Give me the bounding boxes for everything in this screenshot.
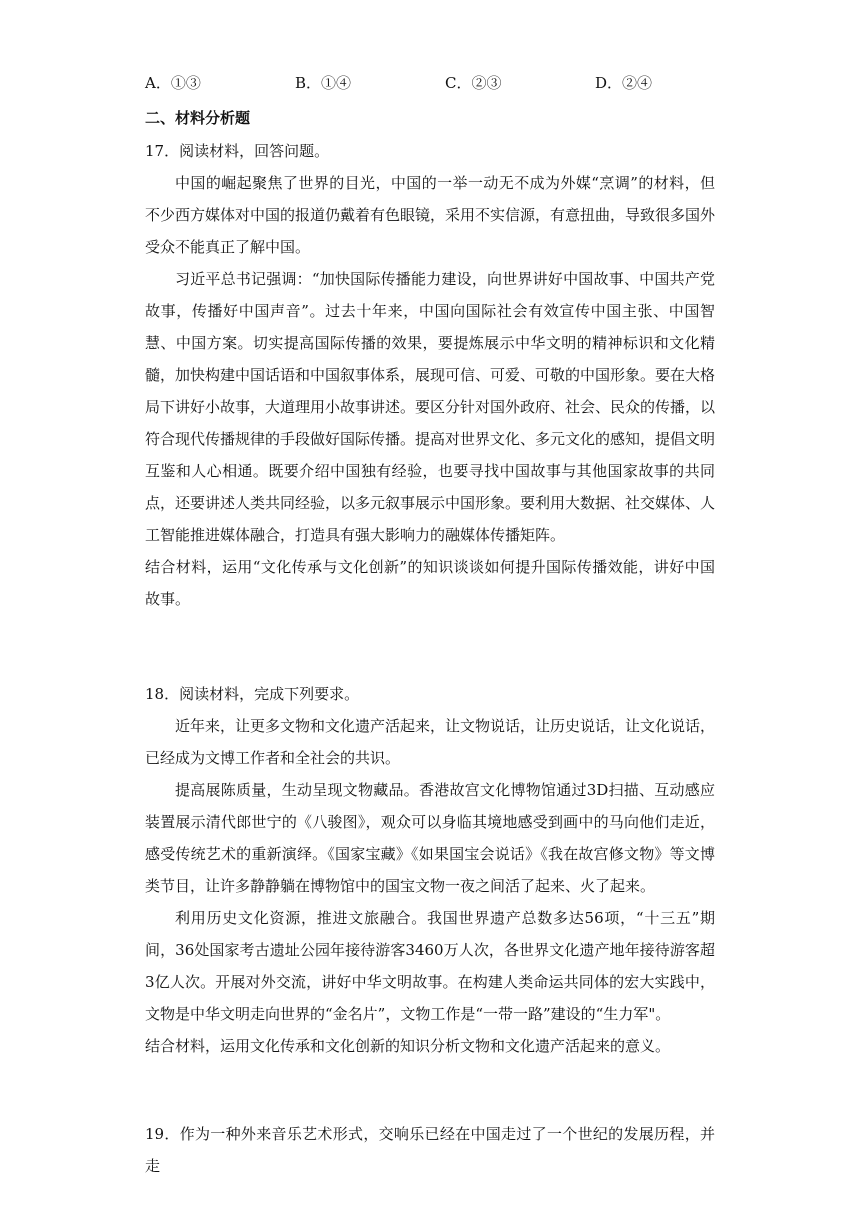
- question-17-task: 结合材料，运用“文化传承与文化创新”的知识谈谈如何提升国际传播效能，讲好中国故事。: [145, 558, 715, 608]
- question-19: [145, 1118, 715, 1182]
- option-a: A．①③: [145, 74, 201, 92]
- question-17-stem: 17．阅读材料，回答问题。: [145, 142, 330, 160]
- question-18-stem: 18．阅读材料，完成下列要求。: [145, 685, 360, 703]
- option-c: C．②③: [445, 74, 502, 92]
- question-19-stem: 19．作为一种外来音乐艺术形式，交响乐已经在中国走过了一个世纪的发展历程，并走: [145, 1125, 715, 1175]
- answer-options: [145, 70, 715, 96]
- question-18-material-1: 近年来，让更多文物和文化遗产活起来，让文物说话，让历史说话，让文化说话，已经成为文博工作者和全社会的共识。: [145, 717, 716, 767]
- question-18-material-3: 利用历史文化资源，推进文旅融合。我国世界遗产总数多达56项，“十三五”期间，36处国家考古遗址公园年接待游客3460万人次，各世界文化遗产地年接待游客超3亿人次。开展对外交流，讲好中华文明故事。在构建人类命运共同体的宏大实践中，文物是中华文明走向世界的“金名片”，文物工作是“一带一路”建设的“生力军"。: [145, 909, 715, 1023]
- question-18-task: 结合材料，运用文化传承和文化创新的知识分析文物和文化遗产活起来的意义。: [145, 1037, 671, 1055]
- question-17-material-1: 中国的崛起聚焦了世界的目光，中国的一举一动无不成为外媒“烹调”的材料，但不少西方媒体对中国的报道仍戴着有色眼镜，采用不实信源，有意扭曲，导致很多国外受众不能真正了解中国。: [145, 174, 716, 256]
- question-18: [145, 678, 715, 1062]
- question-17: [145, 135, 715, 615]
- question-17-material-2: 习近平总书记强调：“加快国际传播能力建设，向世界讲好中国故事、中国共产党故事，传播好中国声音”。过去十年来，中国向国际社会有效宣传中国主张、中国智慧、中国方案。切实提高国际传播的效果，要提炼展示中华文明的精神标识和文化精髓，加快构建中国话语和中国叙事体系，展现可信、可爱、可敬的中国形象。要在大格局下讲好小故事，大道理用小故事讲述。要区分针对国外政府、社会、民众的传播，以符合现代传播规律的手段做好国际传播。提高对世界文化、多元文化的感知，提倡文明互鉴和人心相通。既要介绍中国独有经验，也要寻找中国故事与其他国家故事的共同点，还要讲述人类共同经验，以多元叙事展示中国形象。要利用大数据、社交媒体、人工智能推进媒体融合，打造具有强大影响力的融媒体传播矩阵。: [145, 270, 716, 544]
- option-d: D．②④: [595, 74, 653, 92]
- question-18-material-2: 提高展陈质量，生动呈现文物藏品。香港故宫文化博物馆通过3D扫描、互动感应装置展示清代郎世宁的《八骏图》，观众可以身临其境地感受到画中的马向他们走近，感受传统艺术的重新演绎。《国家宝藏》《如果国宝会说话》《我在故宫修文物》等文博类节目，让许多静静躺在博物馆中的国宝文物一夜之间活了起来、火了起来。: [145, 781, 715, 895]
- option-b: B．①④: [295, 74, 352, 92]
- section-heading: 二、材料分析题: [145, 109, 251, 127]
